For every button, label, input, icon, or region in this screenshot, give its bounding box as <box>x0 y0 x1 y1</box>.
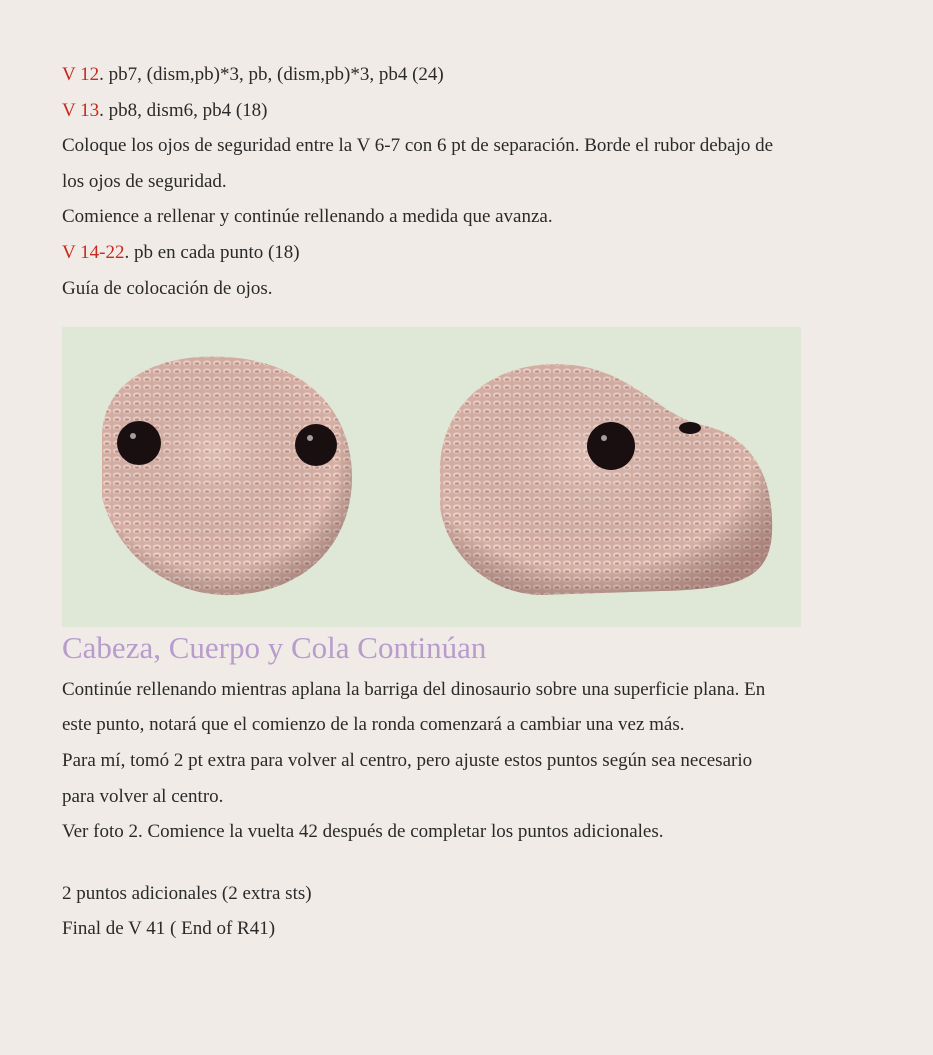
section-heading: Cabeza, Cuerpo y Cola Continúan <box>62 630 487 665</box>
round-instructions: . pb7, (dism,pb)*3, pb, (dism,pb)*3, pb4 (24) <box>99 64 444 85</box>
paragraph-line: Para mí, tomó 2 pt extra para volver al centro, pero ajuste estos puntos según sea necesario <box>62 750 753 771</box>
paragraph-line: Continúe rellenando mientras aplana la barriga del dinosaurio sobre una superficie plana. En <box>62 679 766 700</box>
crochet-heads-illustration <box>62 327 801 627</box>
round-13-line <box>62 99 268 123</box>
paragraph-line: Ver foto 2. Comience la vuelta 42 después de completar los puntos adicionales. <box>62 821 664 842</box>
instruction-line: los ojos de seguridad. <box>62 171 227 192</box>
round-label: V 13 <box>62 100 100 121</box>
round-label: V 12 <box>62 64 100 85</box>
instruction-line: Comience a rellenar y continúe rellenando a medida que avanza. <box>62 206 553 227</box>
instruction-line: Coloque los ojos de seguridad entre la V 6-7 con 6 pt de separación. Borde el rubor debajo de <box>62 135 774 156</box>
eye-placement-photo <box>62 327 801 627</box>
round-instructions: . pb8, dism6, pb4 (18) <box>99 100 268 121</box>
eye-guide-caption: Guía de colocación de ojos. <box>62 278 273 299</box>
extra-stitches-note: 2 puntos adicionales (2 extra sts) <box>62 883 312 904</box>
round-instructions: . pb en cada punto (18) <box>124 242 300 263</box>
round-14-22-line <box>62 241 300 265</box>
paragraph-line: este punto, notará que el comienzo de la ronda comenzará a cambiar una vez más. <box>62 714 685 735</box>
paragraph-line: para volver al centro. <box>62 786 224 807</box>
round-label: V 14-22 <box>62 242 125 263</box>
front-view-head <box>102 356 352 595</box>
end-of-round-note: Final de V 41 ( End of R41) <box>62 918 276 939</box>
round-12-line <box>62 63 444 87</box>
